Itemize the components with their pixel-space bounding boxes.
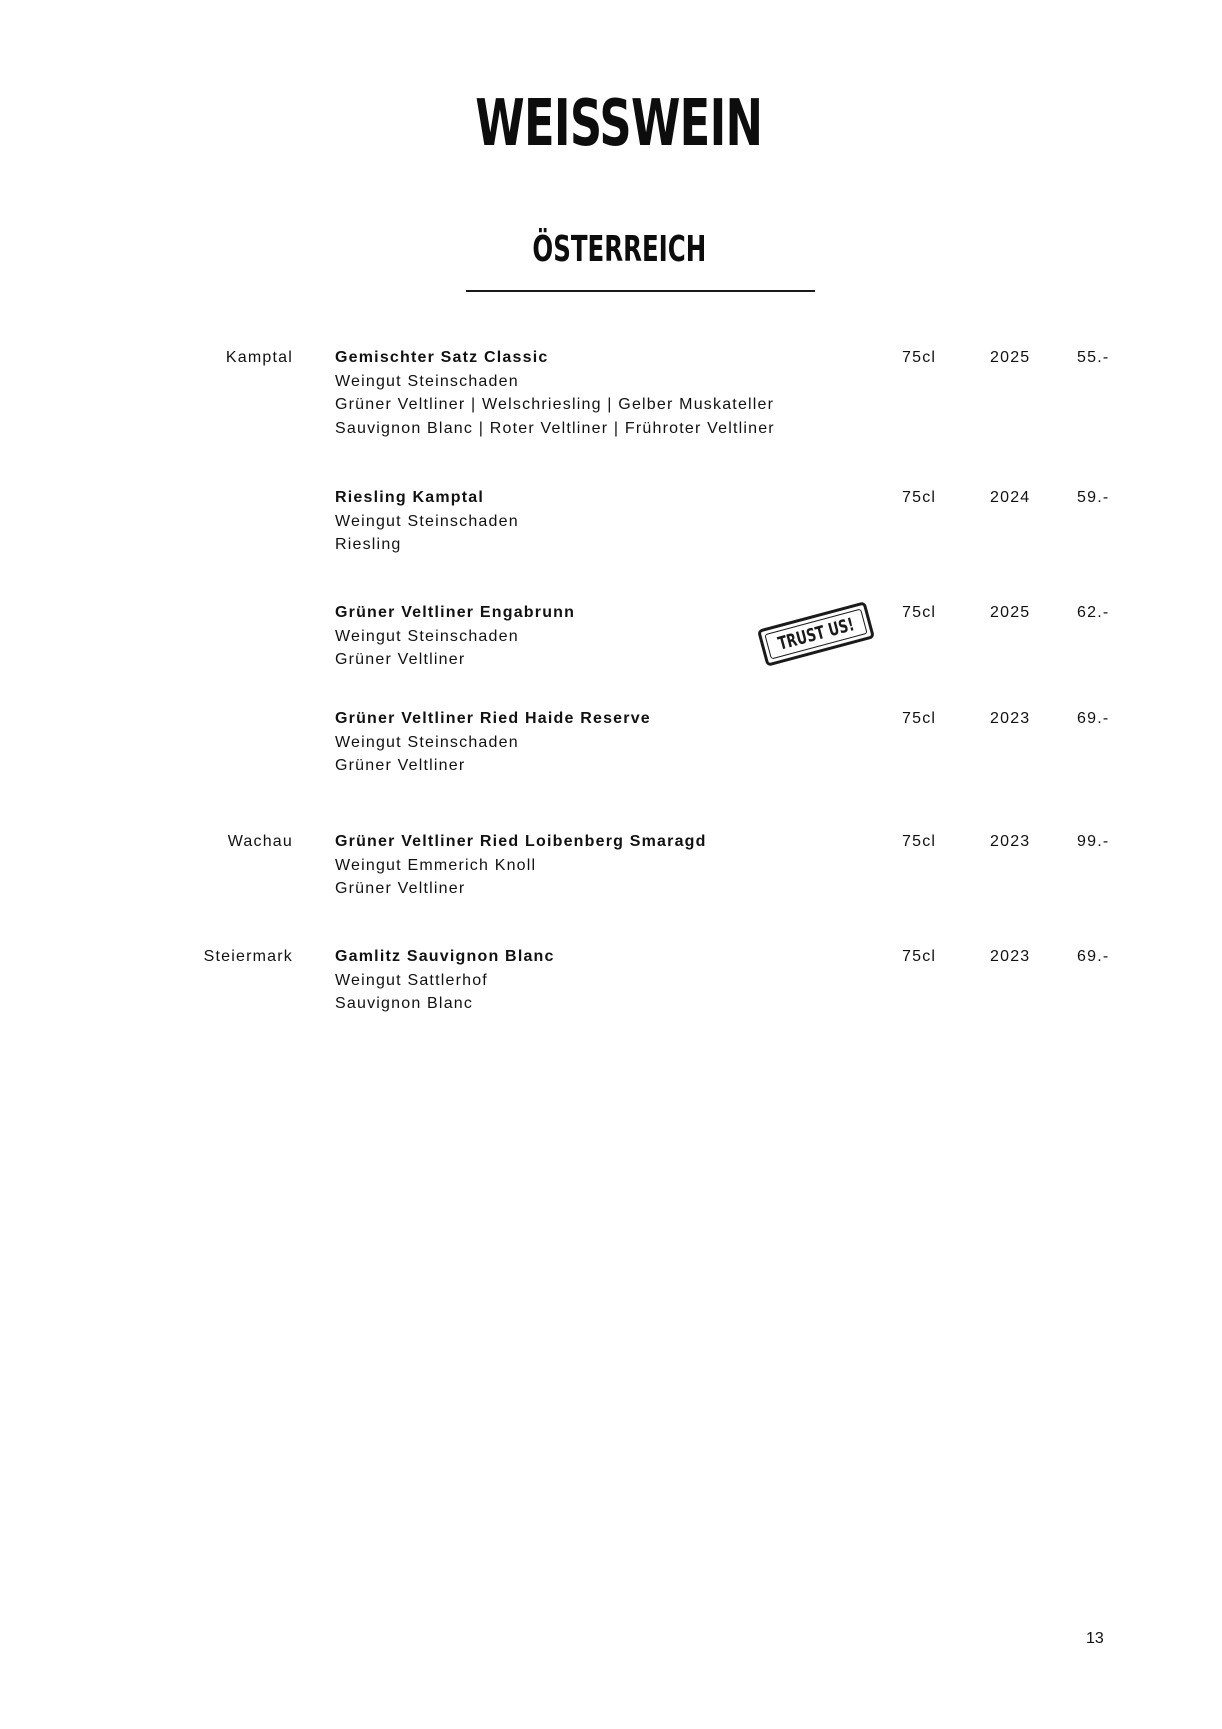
wine-volume: 75cl (902, 489, 937, 506)
wine-description (335, 830, 835, 901)
wine-producer: Weingut Steinschaden (335, 733, 519, 751)
wine-producer: Weingut Emmerich Knoll (335, 856, 537, 874)
wine-name: Gamlitz Sauvignon Blanc (335, 948, 555, 965)
wine-price: 99.- (1077, 833, 1110, 850)
page-number: 13 (1086, 1630, 1104, 1647)
wine-price: 59.- (1077, 489, 1110, 506)
wine-price: 69.- (1077, 948, 1110, 965)
wine-volume: 75cl (902, 604, 937, 621)
wine-vintage: 2023 (990, 710, 1031, 727)
wine-volume: 75cl (902, 710, 937, 727)
wine-description (335, 707, 835, 778)
wine-producer: Weingut Steinschaden (335, 512, 519, 530)
wine-producer: Weingut Steinschaden (335, 627, 519, 645)
wine-entry (0, 486, 1222, 558)
wine-grapes: Riesling (335, 536, 402, 553)
wine-vintage: 2024 (990, 489, 1031, 506)
wine-volume: 75cl (902, 349, 937, 366)
wine-name: Grüner Veltliner Ried Haide Reserve (335, 710, 651, 727)
wine-grapes: Grüner Veltliner (335, 757, 466, 774)
wine-entry (0, 945, 1222, 1017)
wine-price: 69.- (1077, 710, 1110, 727)
wine-entry (0, 830, 1222, 902)
wine-name: Riesling Kamptal (335, 489, 485, 506)
wine-price: 55.- (1077, 349, 1110, 366)
wine-grapes: Sauvignon Blanc (335, 995, 474, 1012)
wine-region: Wachau (227, 833, 293, 850)
wine-description (335, 945, 835, 1016)
wine-entry (0, 707, 1222, 779)
wine-vintage: 2025 (990, 349, 1031, 366)
wine-description (335, 486, 835, 557)
wine-entry (0, 601, 1222, 673)
wine-volume: 75cl (902, 833, 937, 850)
wine-name: Grüner Veltliner Engabrunn (335, 604, 576, 621)
wine-grapes: Sauvignon Blanc | Roter Veltliner | Frühroter Veltliner (335, 419, 775, 437)
wine-vintage: 2023 (990, 948, 1031, 965)
wine-price: 62.- (1077, 604, 1110, 621)
wine-grapes: Grüner Veltliner (335, 651, 466, 668)
section-title: ÖSTERREICH (532, 229, 707, 270)
wine-grapes: Grüner Veltliner (335, 880, 466, 897)
wine-producer: Weingut Sattlerhof (335, 971, 488, 989)
wine-grapes: Grüner Veltliner | Welschriesling | Gelber Muskateller (335, 396, 775, 413)
wine-name: Grüner Veltliner Ried Loibenberg Smaragd (335, 833, 707, 850)
wine-region: Steiermark (203, 948, 293, 965)
wine-producer: Weingut Steinschaden (335, 372, 519, 390)
wine-volume: 75cl (902, 948, 937, 965)
page-title: WEISSWEIN (475, 87, 763, 161)
wine-entry (0, 346, 1222, 437)
wine-description (335, 346, 835, 440)
wine-name: Gemischter Satz Classic (335, 349, 549, 366)
wine-region: Kamptal (225, 349, 293, 366)
stamp-label: TRUST US! (775, 613, 857, 655)
wine-vintage: 2023 (990, 833, 1031, 850)
wine-vintage: 2025 (990, 604, 1031, 621)
